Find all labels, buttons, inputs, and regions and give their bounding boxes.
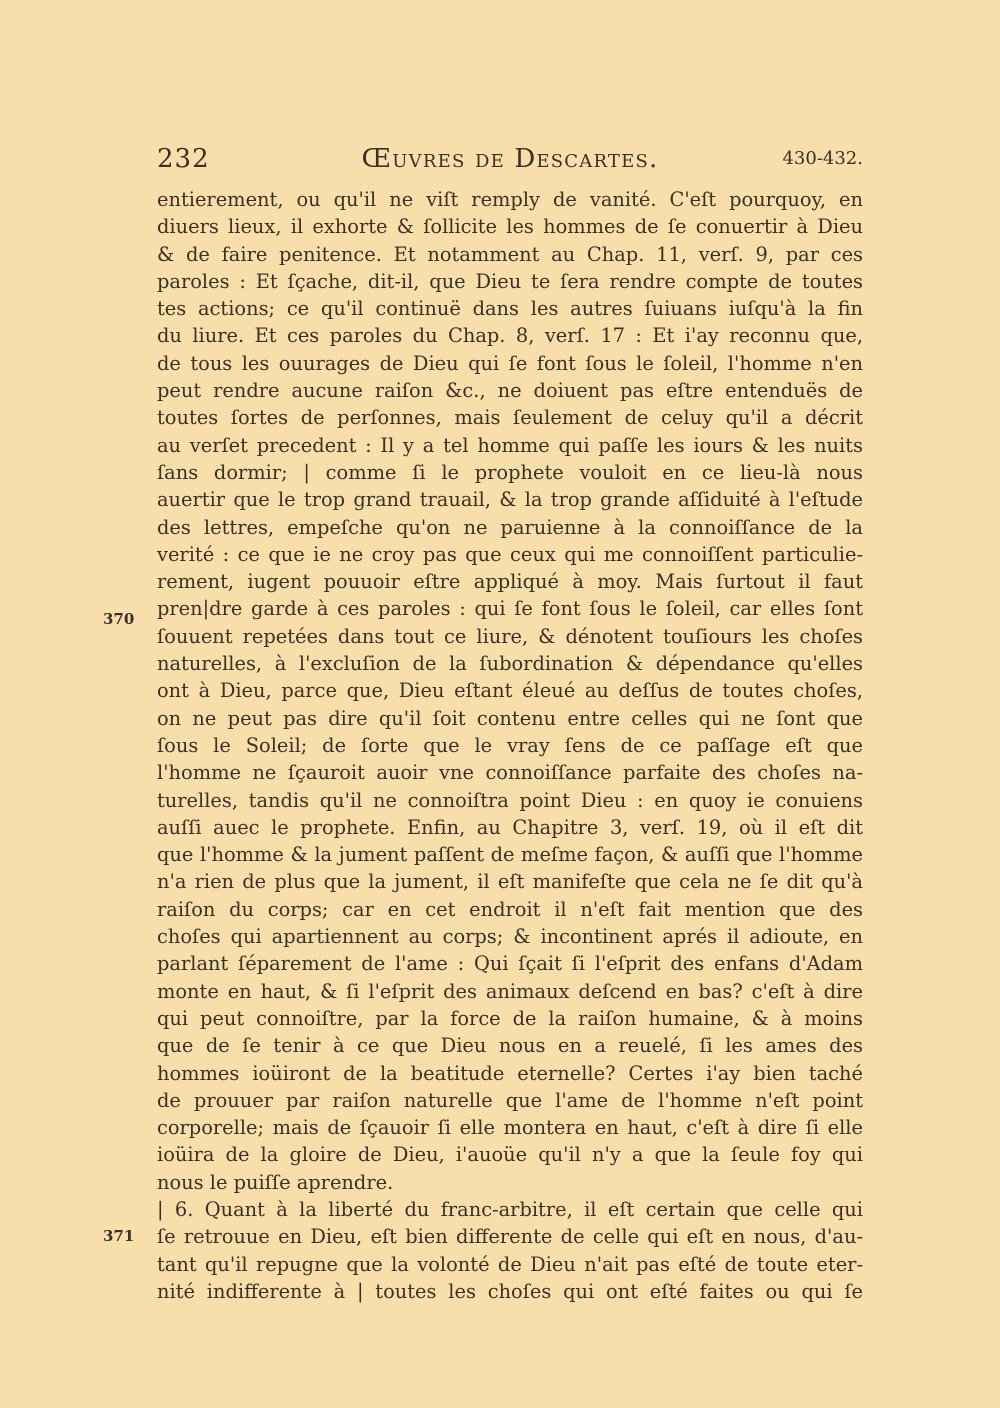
text-line: auſſi auec le prophete. Enfin, au Chapitre 3, verſ. 19, où il eſt dit [157,815,863,839]
text-line: monte en haut, & ſi l'eſprit des animaux deſcend en bas? c'eſt à dire [157,979,863,1003]
text-line: ſe retrouue en Dieu, eſt bien differente de celle qui eſt en nous, d'au- [157,1225,863,1249]
text-line: corporelle; mais de ſçauoir ſi elle montera en haut, c'eſt à dire ſi elle [157,1116,863,1140]
text-line: tant qu'il repugne que la volonté de Dieu n'ait pas eſté de toute eter- [157,1252,863,1276]
text-line: n'a rien de plus que la jument, il eſt manifeſte que cela ne ſe dit qu'à [157,870,863,894]
text-line: & de faire penitence. Et notamment au Chap. 11, verſ. 9, par ces [157,242,863,266]
text-line: ſouuent repetées dans tout ce liure, & dénotent touſiours les choſes [157,624,863,648]
text-line: on ne peut pas dire qu'il ſoit contenu entre celles qui ne ſont que [157,706,863,730]
body-text [157,186,863,1305]
text-line: verité : ce que ie ne croy pas que ceux qui me connoiſſent particulie- [157,542,863,566]
text-line: paroles : Et ſçache, dit-il, que Dieu te ſera rendre compte de toutes [157,269,863,293]
text-line: de prouuer par raiſon naturelle que l'ame de l'homme n'eſt point [157,1088,863,1112]
text-line: ſous le Soleil; de ſorte que le vray ſens de ce paſſage eſt que [157,733,863,757]
text-line: parlant ſéparement de l'ame : Qui ſçait ſi l'eſprit des enfans d'Adam [157,952,863,976]
page-number: 232 [157,144,210,174]
text-line: ſans dormir; | comme ſi le prophete vouloit en ce lieu-là nous [157,460,863,484]
text-line: de tous les ouurages de Dieu qui ſe font ſous le ſoleil, l'homme n'en [157,351,863,375]
text-line: rement, iugent pouuoir eſtre appliqué à moy. Mais ſurtout il faut [157,570,863,594]
running-title: Œuvres de Descartes. [361,144,659,174]
text-line: ont à Dieu, parce que, Dieu eſtant éleué au deſſus de toutes choſes, [157,679,863,703]
text-line: raiſon du corps; car en cet endroit il n'eſt fait mention que des [157,897,863,921]
text-line: tes actions; ce qu'il continuë dans les autres ſuiuans iuſqu'à la fin [157,297,863,321]
text-line: peut rendre aucune raiſon &c., ne doiuent pas eſtre entenduës de [157,379,863,403]
text-line: au verſet precedent : Il y a tel homme qui paſſe les iours & les nuits [157,433,863,457]
text-line: l'homme ne ſçauroit auoir vne connoiſſance parfaite des choſes na- [157,761,863,785]
text-line: du liure. Et ces paroles du Chap. 8, verſ. 17 : Et i'ay reconnu que, [157,324,863,348]
text-line: hommes ioüiront de la beatitude eternelle? Certes i'ay bien taché [157,1061,863,1085]
text-line: pren|dre garde à ces paroles : qui ſe font ſous le ſoleil, car elles ſont [157,597,863,621]
text-line: que de ſe tenir à ce que Dieu nous en a reuelé, ſi les ames des [157,1034,863,1058]
text-line: nous le puiſſe aprendre. [157,1170,394,1194]
page-reference: 430-432. [782,148,863,169]
running-header [157,144,863,184]
text-line: toutes ſortes de perſonnes, mais ſeulement de celuy qu'il a décrit [157,406,863,430]
margin-number-370: 370 [103,610,135,628]
text-line: auertir que le trop grand trauail, & la trop grande aſſiduité à l'eſtude [157,488,863,512]
text-line: nité indifferente à | toutes les choſes qui ont eſté faites ou qui ſe [157,1279,863,1303]
text-line: des lettres, empeſche qu'on ne paruienne à la connoiſſance de la [157,515,863,539]
text-line: que l'homme & la jument paſſent de meſme façon, & auſſi que l'homme [157,843,863,867]
text-line: naturelles, à l'excluſion de la ſubordination & dépendance qu'elles [157,652,863,676]
text-line: choſes qui apartiennent au corps; & incontinent aprés il adioute, en [157,925,863,949]
text-line: diuers lieux, il exhorte & ſollicite les hommes de ſe conuertir à Dieu [157,215,863,239]
text-line: ioüira de la gloire de Dieu, i'auoüe qu'il n'y a que la ſeule foy qui [157,1143,863,1167]
text-line: turelles, tandis qu'il ne connoiſtra point Dieu : en quoy ie conuiens [157,788,863,812]
text-line: | 6. Quant à la liberté du franc-arbitre, il eſt certain que celle qui [157,1197,863,1221]
text-line: entierement, ou qu'il ne viſt remply de vanité. C'eſt pourquoy, en [157,188,863,211]
margin-number-371: 371 [103,1227,135,1245]
text-line: qui peut connoiſtre, par la force de la raiſon humaine, & à moins [157,1006,863,1030]
